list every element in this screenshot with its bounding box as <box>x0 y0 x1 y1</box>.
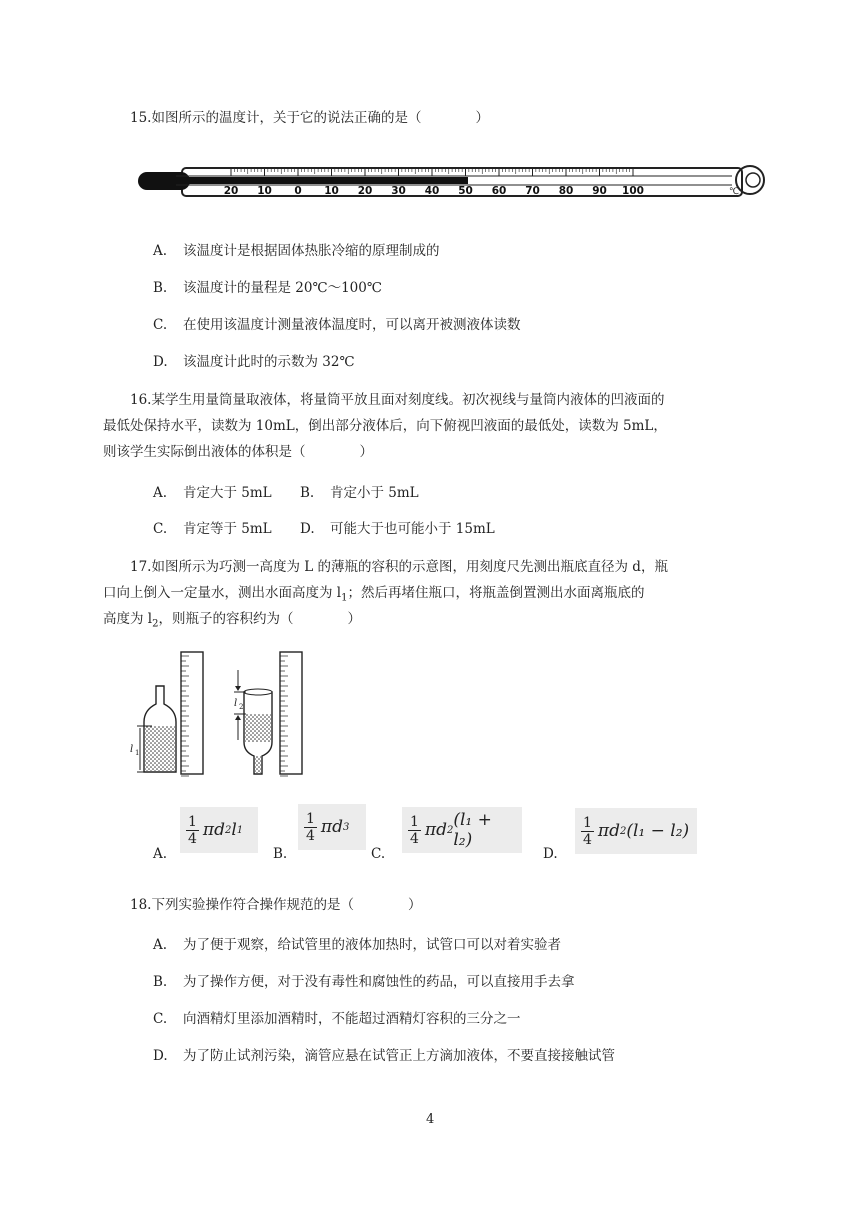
q18-stem: 18.下列实验操作符合操作规范的是（ ） <box>130 897 422 913</box>
q16-stem-line3: 则该学生实际倒出液体的体积是（ ） <box>103 444 373 460</box>
q17-option-a-letter[interactable]: A. <box>153 846 168 862</box>
q18-option-c[interactable]: C. 向酒精灯里添加酒精时，不能超过酒精灯容积的三分之一 <box>153 1011 521 1027</box>
q17-option-b-letter[interactable]: B. <box>273 846 288 862</box>
thermometer-scale-label: 80 <box>558 185 574 197</box>
thermometer-scale-label: 10 <box>257 185 272 197</box>
q16-stem-line1: 16.某学生用量筒量取液体，将量筒平放且面对刻度线。初次视线与量筒内液体的凹液面的 <box>130 392 665 408</box>
thermometer-scale-ticks <box>231 169 633 176</box>
thermometer-unit: ℃ <box>729 187 740 197</box>
q16-stem-line2: 最低处保持水平，读数为 10mL，倒出部分液体后，向下俯视凹液面的最低处，读数为 5mL， <box>103 418 667 434</box>
thermometer-scale-label: 100 <box>622 185 644 197</box>
label-l2: l <box>234 698 238 709</box>
thermometer-scale-label: 0 <box>294 185 302 197</box>
q17-option-c-formula[interactable]: $\frac{1}{4}$ πd 2 (l₁ + l₂) <box>402 807 522 853</box>
thermometer-scale-label: 40 <box>424 185 440 197</box>
q17-stem-line2: 口向上倒入一定量水，测出水面高度为 $l_1$；然后再堵住瓶口，将瓶盖倒置测出水面离瓶底的 <box>103 585 645 604</box>
q18-option-d[interactable]: D. 为了防止试剂污染，滴管应悬在试管正上方滴加液体，不要直接接触试管 <box>153 1048 615 1064</box>
thermometer-scale-label: 20 <box>357 185 373 197</box>
bottle-measurement-figure <box>128 648 318 783</box>
q15-option-a[interactable]: A. 该温度计是根据固体热胀冷缩的原理制成的 <box>153 243 440 259</box>
page-number: 4 <box>426 1112 435 1127</box>
thermometer-scale-label: 30 <box>391 185 406 197</box>
q17-option-c-letter[interactable]: C. <box>371 846 386 862</box>
q15-stem: 15.如图所示的温度计，关于它的说法正确的是（ ） <box>130 110 489 126</box>
thermometer-scale-label: 70 <box>525 185 540 197</box>
thermometer-figure <box>136 158 772 208</box>
label-l1: l <box>130 744 134 755</box>
q17-option-d-formula[interactable]: $\frac{1}{4}$ πd 2 (l₁ − l₂) <box>575 808 697 854</box>
q16-option-b[interactable]: B. 肯定小于 5mL <box>300 485 419 501</box>
q16-option-a[interactable]: A. 肯定大于 5mL <box>153 485 272 501</box>
thermometer-scale-label: 50 <box>458 185 473 197</box>
q18-option-b[interactable]: B. 为了操作方便，对于没有毒性和腐蚀性的药品，可以直接用手去拿 <box>153 974 575 990</box>
q16-option-d[interactable]: D. 可能大于也可能小于 15mL <box>300 521 495 537</box>
q17-option-d-letter[interactable]: D. <box>543 846 558 862</box>
thermometer-scale-label: 60 <box>491 185 507 197</box>
thermometer-scale-label: 10 <box>324 185 339 197</box>
label-l1-sub: 1 <box>135 749 140 757</box>
q15-option-d[interactable]: D. 该温度计此时的示数为 32℃ <box>153 354 355 370</box>
thermometer-scale-label: 20 <box>223 185 239 197</box>
q17-stem-line3: 高度为 $l_2$，则瓶子的容积约为（ ） <box>103 611 361 630</box>
q16-option-c[interactable]: C. 肯定等于 5mL <box>153 521 272 537</box>
thermometer-scale-label: 90 <box>592 185 607 197</box>
label-l2-sub: 2 <box>239 703 244 711</box>
q15-option-b[interactable]: B. 该温度计的量程是 20℃～100℃ <box>153 280 382 296</box>
q17-option-b-formula[interactable]: $\frac{1}{4}$ πd 3 <box>298 804 366 850</box>
q17-option-a-formula[interactable]: $\frac{1}{4}$ πd 2 l 1 <box>180 807 258 853</box>
q15-option-c[interactable]: C. 在使用该温度计测量液体温度时，可以离开被测液体读数 <box>153 317 521 333</box>
q17-stem-line1: 17.如图所示为巧测一高度为 L 的薄瓶的容积的示意图，用刻度尺先测出瓶底直径为 d，瓶 <box>130 559 668 575</box>
q18-option-a[interactable]: A. 为了便于观察，给试管里的液体加热时，试管口可以对着实验者 <box>153 937 561 953</box>
